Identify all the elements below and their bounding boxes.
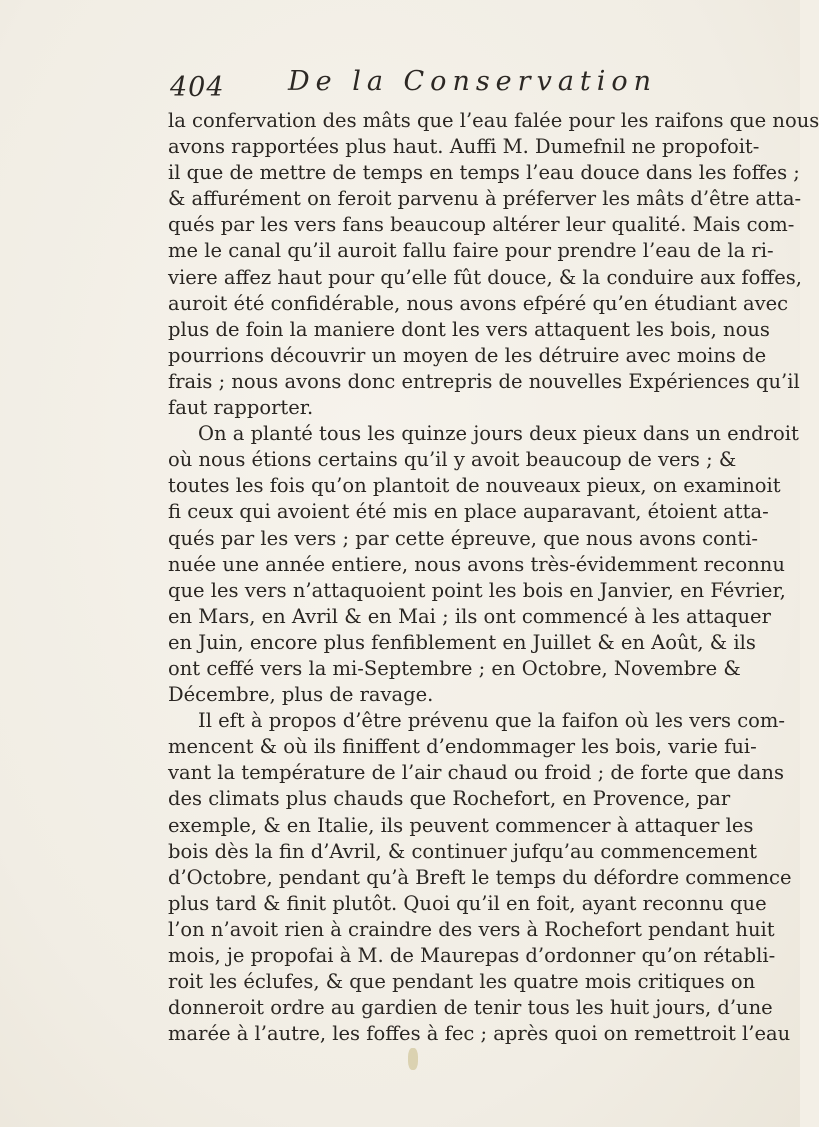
text-line: vant la température de l’air chaud ou froid ; de forte que dans <box>168 761 784 785</box>
text-line: Décembre, plus de ravage. <box>168 683 434 707</box>
text-line: frais ; nous avons donc entrepris de nouvelles Expériences qu’il <box>168 369 800 393</box>
text-line: me le canal qu’il auroit fallu faire pour prendre l’eau de la ri- <box>168 239 774 263</box>
text-line: ont ceffé vers la mi-Septembre ; en Octobre, Novembre & <box>168 656 741 680</box>
text-line: marée à l’autre, les foffes à fec ; après quoi on remettroit l’eau <box>168 1022 791 1046</box>
text-line: nuée une année entiere, nous avons très-évidemment reconnu <box>168 552 785 576</box>
paragraph-start-line: Il eft à propos d’être prévenu que la faifon où les vers com- <box>198 709 785 733</box>
text-line: avons rapportées plus haut. Auffi M. Dumefnil ne propofoit- <box>168 135 760 159</box>
text-line: & affurément on feroit parvenu à préferver les mâts d’être atta- <box>168 187 802 211</box>
text-line: pourrions découvrir un moyen de les détruire avec moins de <box>168 343 767 367</box>
text-line: des climats plus chauds que Rochefort, en Provence, par <box>168 787 731 811</box>
text-line: bois dès la fin d’Avril, & continuer jufqu’au commencement <box>168 839 757 863</box>
paragraph-start-line: On a planté tous les quinze jours deux pieux dans un endroit <box>198 422 799 446</box>
text-line: toutes les fois qu’on plantoit de nouveaux pieux, on examinoit <box>168 474 781 498</box>
text-line: qués par les vers fans beaucoup altérer leur qualité. Mais com- <box>168 213 795 237</box>
text-line: plus de foin la maniere dont les vers attaquent les bois, nous <box>168 317 770 341</box>
ink-smudge <box>408 1048 418 1070</box>
text-line: qués par les vers ; par cette épreuve, que nous avons conti- <box>168 526 759 550</box>
page-header <box>170 64 690 104</box>
text-line: que les vers n’attaquoient point les bois en Janvier, en Février, <box>168 578 786 602</box>
text-line: plus tard & finit plutôt. Quoi qu’il en foit, ayant reconnu que <box>168 891 767 915</box>
text-line: en Juin, encore plus fenfiblement en Juillet & en Août, & ils <box>168 630 756 654</box>
text-line: d’Octobre, pendant qu’à Breft le temps du défordre commence <box>168 865 792 889</box>
text-line: faut rapporter. <box>168 396 314 420</box>
page-number: 404 <box>170 72 225 103</box>
text-line: fi ceux qui avoient été mis en place auparavant, étoient atta- <box>168 500 769 524</box>
text-line: où nous étions certains qu’il y avoit beaucoup de vers ; & <box>168 448 737 472</box>
text-line: auroit été confidérable, nous avons efpéré qu’en étudiant avec <box>168 291 789 315</box>
text-line: viere affez haut pour qu’elle fût douce, & la conduire aux foffes, <box>168 265 802 289</box>
text-line: il que de mettre de temps en temps l’eau douce dans les foffes ; <box>168 161 800 185</box>
running-title: De la Conservation <box>288 66 658 97</box>
text-line: exemple, & en Italie, ils peuvent commencer à attaquer les <box>168 813 754 837</box>
body-text <box>168 108 819 1047</box>
text-line: mencent & où ils finiffent d’endommager les bois, varie fui- <box>168 735 757 759</box>
text-line: mois, je propofai à M. de Maurepas d’ordonner qu’on rétabli- <box>168 944 776 967</box>
text-line: la confervation des mâts que l’eau falée pour les raifons que nous <box>168 109 819 132</box>
text-line: roit les éclufes, & que pendant les quatre mois critiques on <box>168 970 756 994</box>
text-line: donneroit ordre au gardien de tenir tous les huit jours, d’une <box>168 996 773 1020</box>
text-line: en Mars, en Avril & en Mai ; ils ont commencé à les attaquer <box>168 604 771 628</box>
text-line: l’on n’avoit rien à craindre des vers à Rochefort pendant huit <box>168 917 775 941</box>
